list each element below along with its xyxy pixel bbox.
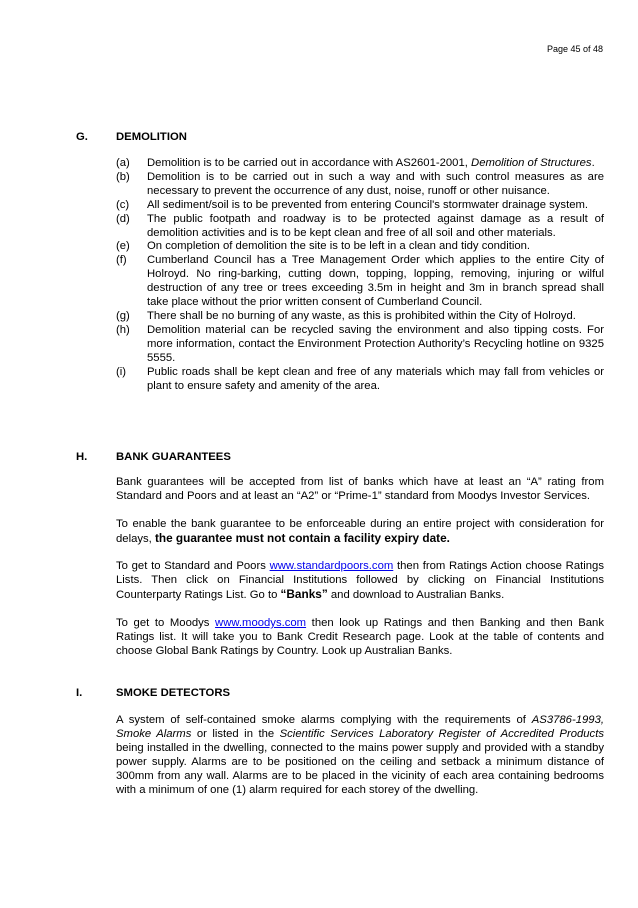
item-text: On completion of demolition the site is to be left in a clean and tidy condition. [147,240,531,253]
section-title: SMOKE DETECTORS [116,687,231,699]
item-label: (c) [116,198,130,211]
moodys-link[interactable]: www.moodys.com [215,617,307,630]
list-item [116,324,604,366]
list-item [116,366,604,394]
section-letter: I. [76,687,83,699]
item-label: (g) [116,309,130,322]
item-text: Cumberland Council has a Tree Management Order which applies to the entire City of Holroyd. No ring-barking, cutting down, topping, lopping, removing, injuring or wilful destruction of any tree or trees exceeding 3.5m in height and 3m in branch spread shall take place without the prior written consent of Cumberland Council. [147,254,604,309]
paragraph [116,518,604,547]
paragraph: Bank guarantees will be accepted from list of banks which have at least an “A” rating from Standard and Poors and at least an “A2” or “Prime-1” standard from Moodys Investor Services. [116,476,604,502]
item-text: All sediment/soil is to be prevented from entering Council's stormwater drainage system. [147,198,589,211]
smoke-detectors-body [116,714,604,811]
list-item [116,240,604,254]
paragraph-text: then from Ratings Action choose Ratings Lists. Then click on Financial Institutions followed by clicking on Financial Institutions Counterparty Ratings List. Go to [116,560,604,602]
item-label: (b) [116,170,130,183]
page-number: Page 45 of 48 [546,44,603,54]
section-heading-smoke-detectors [76,686,596,700]
item-text: The public footpath and roadway is to be protected against damage as a result of demolition activities and is to be kept clean and free of all soil and other materials. [147,212,604,239]
standardpoors-link[interactable]: www.standardpoors.com [269,560,394,573]
item-label: (f) [116,254,127,267]
list-item [116,199,604,213]
paragraph-text: being installed in the dwelling, connected to the mains power supply and provided with a standby power supply. Alarms are to be positioned on the ceiling and setback a minimum distance of 300mm from any wall. Alarms are to be placed in the vicinity of each area containing bedrooms with a minimum of one (1) alarm required for each storey of the dwelling. [116,741,604,796]
item-label: (d) [116,212,130,225]
list-item [116,310,604,324]
bank-guarantees-body [116,476,604,673]
section-title: DEMOLITION [116,131,187,143]
paragraph-text: To get to Standard and Poors [116,560,270,573]
paragraph-text: or listed in the [191,727,280,740]
paragraph [116,617,604,659]
banks-emphasis: “Banks” [280,587,328,602]
paragraph-text: A system of self-contained smoke alarms complying with the requirements of [116,714,532,726]
standard-reference: AS3786-1993, Smoke Alarms [116,714,604,740]
item-label: (i) [116,365,127,378]
item-text: Demolition is to be carried out in such a way and with such control measures as are necessary to prevent the occurrence of any dust, noise, runoff or other nuisance. [147,170,604,197]
section-title: BANK GUARANTEES [116,451,231,463]
item-text [147,157,604,171]
paragraph-text: To enable the bank guarantee to be enforceable during an entire project with consideration for delays, [116,517,604,545]
paragraph-text: To get to Moodys [116,617,216,630]
paragraph [116,714,604,797]
item-label: (a) [116,157,130,169]
list-item [116,157,604,171]
item-text-part: . [591,157,595,169]
paragraph-text: then look up Ratings and then Banking and then Bank Ratings list. It will take you to Bank Credit Research page. Look at the table of contents and choose Global Bank Ratings by Country. Look up Australian Banks. [116,617,604,657]
item-label: (e) [116,240,130,253]
item-text: Demolition material can be recycled saving the environment and also tipping costs. For more information, contact the Environment Protection Authority’s Recycling hotline on 9325 5555. [147,323,604,364]
section-heading-bank-guarantees [76,450,596,464]
item-text-part: Demolition is to be carried out in accordance with AS2601-2001, [147,157,472,169]
register-reference: Scientific Services Laboratory Register of Accredited Products [279,727,604,740]
standard-title: Demolition of Structures [471,157,592,169]
demolition-list [116,157,604,393]
item-label: (h) [116,323,130,336]
item-text: There shall be no burning of any waste, as this is prohibited within the City of Holroyd. [147,309,576,322]
list-item [116,213,604,241]
expiry-warning: the guarantee must not contain a facility expiry date. [154,530,450,545]
section-letter: G. [76,131,88,143]
section-heading-demolition [76,130,596,144]
section-letter: H. [76,451,88,463]
item-text: Public roads shall be kept clean and free of any materials which may fall from vehicles or plant to ensure safety and amenity of the area. [147,365,604,392]
paragraph [116,560,604,603]
list-item [116,254,604,310]
list-item [116,171,604,199]
paragraph-text: and download to Australian Banks. [327,589,505,602]
